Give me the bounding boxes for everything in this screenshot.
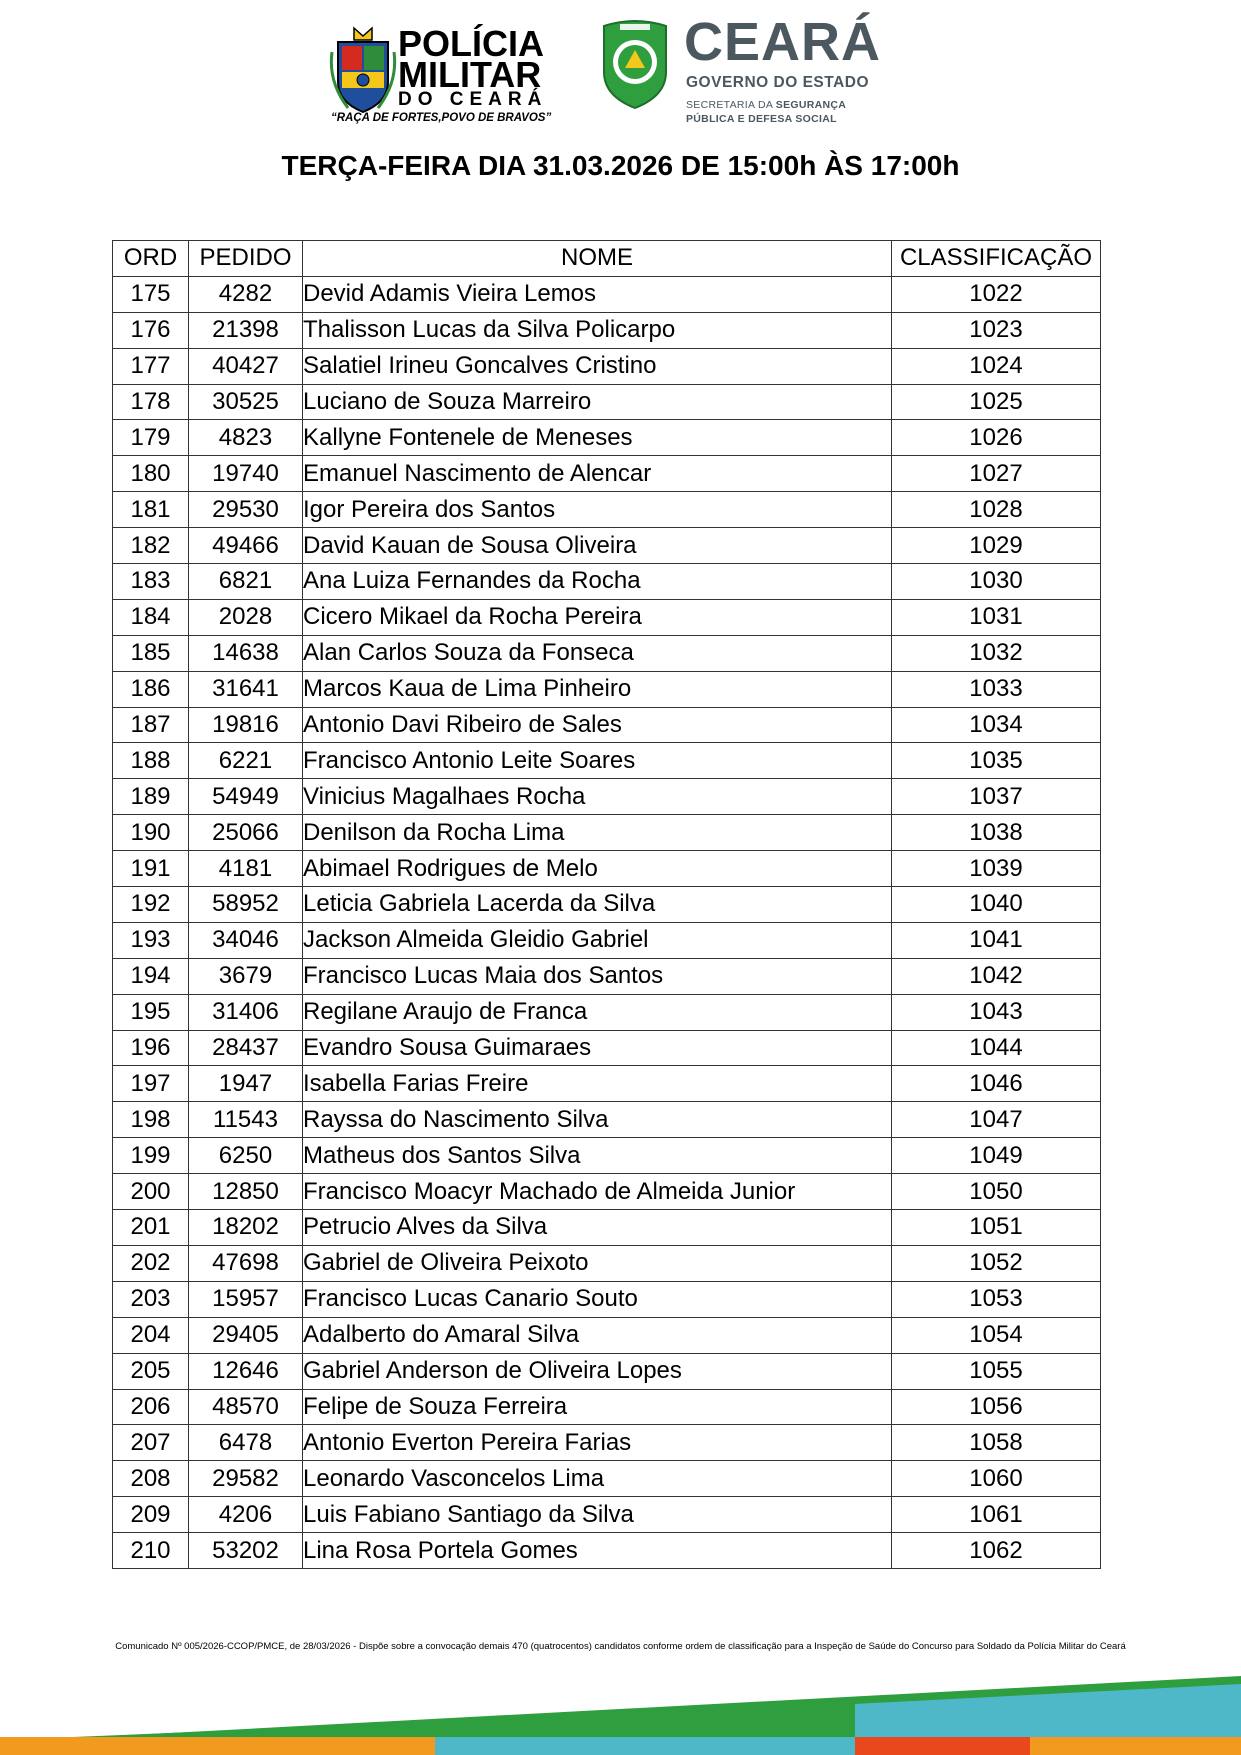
cell-ord: 181 <box>113 492 189 528</box>
cell-ord: 192 <box>113 887 189 923</box>
cell-nome: Ana Luiza Fernandes da Rocha <box>303 564 892 600</box>
table-row <box>113 1353 1101 1389</box>
cell-ord: 175 <box>113 276 189 312</box>
table-row <box>113 671 1101 707</box>
cell-pedido: 12646 <box>189 1353 303 1389</box>
cell-classificacao: 1027 <box>892 456 1101 492</box>
table-row <box>113 922 1101 958</box>
cell-classificacao: 1054 <box>892 1317 1101 1353</box>
cell-pedido: 6821 <box>189 564 303 600</box>
table-row <box>113 528 1101 564</box>
cell-nome: Vinicius Magalhaes Rocha <box>303 779 892 815</box>
cell-classificacao: 1034 <box>892 707 1101 743</box>
cell-ord: 190 <box>113 815 189 851</box>
cell-pedido: 34046 <box>189 922 303 958</box>
cell-ord: 185 <box>113 635 189 671</box>
cell-nome: Leticia Gabriela Lacerda da Silva <box>303 887 892 923</box>
table-row <box>113 707 1101 743</box>
cell-nome: Francisco Moacyr Machado de Almeida Junior <box>303 1174 892 1210</box>
cell-classificacao: 1042 <box>892 958 1101 994</box>
cell-ord: 203 <box>113 1281 189 1317</box>
cell-classificacao: 1032 <box>892 635 1101 671</box>
cell-pedido: 11543 <box>189 1102 303 1138</box>
cell-pedido: 53202 <box>189 1533 303 1569</box>
table-row <box>113 1281 1101 1317</box>
cell-ord: 184 <box>113 599 189 635</box>
cell-ord: 207 <box>113 1425 189 1461</box>
cell-pedido: 47698 <box>189 1245 303 1281</box>
cell-pedido: 19816 <box>189 707 303 743</box>
table-row <box>113 564 1101 600</box>
cell-classificacao: 1052 <box>892 1245 1101 1281</box>
cell-ord: 186 <box>113 671 189 707</box>
cell-classificacao: 1055 <box>892 1353 1101 1389</box>
cell-nome: Francisco Antonio Leite Soares <box>303 743 892 779</box>
cell-classificacao: 1051 <box>892 1210 1101 1246</box>
cell-nome: Luciano de Souza Marreiro <box>303 384 892 420</box>
cell-nome: Francisco Lucas Maia dos Santos <box>303 958 892 994</box>
cell-nome: Marcos Kaua de Lima Pinheiro <box>303 671 892 707</box>
cell-nome: Francisco Lucas Canario Souto <box>303 1281 892 1317</box>
cell-nome: Gabriel de Oliveira Peixoto <box>303 1245 892 1281</box>
candidates-table <box>112 240 1101 1569</box>
cell-nome: Gabriel Anderson de Oliveira Lopes <box>303 1353 892 1389</box>
cell-pedido: 25066 <box>189 815 303 851</box>
cell-ord: 191 <box>113 851 189 887</box>
cell-pedido: 19740 <box>189 456 303 492</box>
cell-classificacao: 1024 <box>892 348 1101 384</box>
cell-classificacao: 1049 <box>892 1138 1101 1174</box>
cell-pedido: 6478 <box>189 1425 303 1461</box>
cell-pedido: 40427 <box>189 348 303 384</box>
table-row <box>113 743 1101 779</box>
cell-pedido: 21398 <box>189 312 303 348</box>
table-row <box>113 312 1101 348</box>
cell-classificacao: 1053 <box>892 1281 1101 1317</box>
cell-ord: 205 <box>113 1353 189 1389</box>
pm-line3: DO CEARÁ <box>398 89 548 110</box>
cell-nome: Emanuel Nascimento de Alencar <box>303 456 892 492</box>
cell-pedido: 6221 <box>189 743 303 779</box>
cell-pedido: 4206 <box>189 1497 303 1533</box>
cell-pedido: 31406 <box>189 994 303 1030</box>
cell-pedido: 31641 <box>189 671 303 707</box>
policia-militar-crest-icon <box>328 22 398 116</box>
table-row <box>113 1497 1101 1533</box>
cell-pedido: 58952 <box>189 887 303 923</box>
cell-nome: Salatiel Irineu Goncalves Cristino <box>303 348 892 384</box>
cell-pedido: 15957 <box>189 1281 303 1317</box>
cell-ord: 200 <box>113 1174 189 1210</box>
cell-classificacao: 1031 <box>892 599 1101 635</box>
secretaria-seguranca: SEGURANÇA <box>775 99 847 111</box>
cell-ord: 183 <box>113 564 189 600</box>
table-row <box>113 851 1101 887</box>
cell-pedido: 1947 <box>189 1066 303 1102</box>
table-row <box>113 887 1101 923</box>
table-row <box>113 1102 1101 1138</box>
cell-pedido: 3679 <box>189 958 303 994</box>
cell-pedido: 30525 <box>189 384 303 420</box>
cell-ord: 180 <box>113 456 189 492</box>
secretaria-line2: PÚBLICA E DEFESA SOCIAL <box>686 113 837 125</box>
cell-ord: 195 <box>113 994 189 1030</box>
cell-ord: 179 <box>113 420 189 456</box>
cell-nome: Isabella Farias Freire <box>303 1066 892 1102</box>
pm-line2: MILITAR <box>398 54 542 95</box>
footer-decorative-band <box>0 1670 1241 1755</box>
table-row <box>113 1533 1101 1569</box>
cell-classificacao: 1047 <box>892 1102 1101 1138</box>
cell-pedido: 4282 <box>189 276 303 312</box>
cell-pedido: 54949 <box>189 779 303 815</box>
cell-classificacao: 1044 <box>892 1030 1101 1066</box>
table-row <box>113 779 1101 815</box>
table-row <box>113 420 1101 456</box>
cell-ord: 189 <box>113 779 189 815</box>
cell-classificacao: 1039 <box>892 851 1101 887</box>
table-row <box>113 1245 1101 1281</box>
cell-classificacao: 1062 <box>892 1533 1101 1569</box>
table-header-row <box>113 241 1101 277</box>
cell-nome: Regilane Araujo de Franca <box>303 994 892 1030</box>
column-header-classificacao: CLASSIFICAÇÃO <box>892 241 1101 277</box>
table-row <box>113 1425 1101 1461</box>
table-row <box>113 1066 1101 1102</box>
cell-classificacao: 1037 <box>892 779 1101 815</box>
cell-ord: 194 <box>113 958 189 994</box>
table-row <box>113 456 1101 492</box>
cell-ord: 197 <box>113 1066 189 1102</box>
secretaria-line1 <box>686 99 846 111</box>
cell-classificacao: 1041 <box>892 922 1101 958</box>
cell-classificacao: 1046 <box>892 1066 1101 1102</box>
cell-ord: 176 <box>113 312 189 348</box>
cell-nome: Alan Carlos Souza da Fonseca <box>303 635 892 671</box>
ceara-state-seal-icon <box>598 16 672 110</box>
cell-nome: Thalisson Lucas da Silva Policarpo <box>303 312 892 348</box>
cell-nome: Cicero Mikael da Rocha Pereira <box>303 599 892 635</box>
cell-classificacao: 1023 <box>892 312 1101 348</box>
table-row <box>113 815 1101 851</box>
cell-classificacao: 1026 <box>892 420 1101 456</box>
table-row <box>113 1317 1101 1353</box>
cell-nome: Jackson Almeida Gleidio Gabriel <box>303 922 892 958</box>
cell-nome: Igor Pereira dos Santos <box>303 492 892 528</box>
cell-classificacao: 1056 <box>892 1389 1101 1425</box>
cell-pedido: 29530 <box>189 492 303 528</box>
table-row <box>113 1389 1101 1425</box>
table-row <box>113 1030 1101 1066</box>
cell-classificacao: 1022 <box>892 276 1101 312</box>
cell-nome: Adalberto do Amaral Silva <box>303 1317 892 1353</box>
cell-nome: Evandro Sousa Guimaraes <box>303 1030 892 1066</box>
governo-do-estado: GOVERNO DO ESTADO <box>686 74 870 91</box>
cell-ord: 210 <box>113 1533 189 1569</box>
cell-ord: 196 <box>113 1030 189 1066</box>
cell-ord: 187 <box>113 707 189 743</box>
table-row <box>113 492 1101 528</box>
cell-nome: Felipe de Souza Ferreira <box>303 1389 892 1425</box>
cell-classificacao: 1030 <box>892 564 1101 600</box>
cell-nome: Devid Adamis Vieira Lemos <box>303 276 892 312</box>
table-row <box>113 348 1101 384</box>
page-title: TERÇA-FEIRA DIA 31.03.2026 DE 15:00h ÀS 17:00h <box>281 150 960 181</box>
column-header-nome: NOME <box>303 241 892 277</box>
cell-nome: Matheus dos Santos Silva <box>303 1138 892 1174</box>
cell-classificacao: 1061 <box>892 1497 1101 1533</box>
cell-nome: Denilson da Rocha Lima <box>303 815 892 851</box>
cell-pedido: 28437 <box>189 1030 303 1066</box>
table-row <box>113 384 1101 420</box>
cell-ord: 206 <box>113 1389 189 1425</box>
cell-pedido: 48570 <box>189 1389 303 1425</box>
pm-line1: POLÍCIA <box>398 23 545 64</box>
cell-pedido: 6250 <box>189 1138 303 1174</box>
cell-nome: Antonio Everton Pereira Farias <box>303 1425 892 1461</box>
cell-nome: Antonio Davi Ribeiro de Sales <box>303 707 892 743</box>
cell-nome: Petrucio Alves da Silva <box>303 1210 892 1246</box>
cell-ord: 188 <box>113 743 189 779</box>
cell-classificacao: 1038 <box>892 815 1101 851</box>
cell-nome: Kallyne Fontenele de Meneses <box>303 420 892 456</box>
cell-ord: 182 <box>113 528 189 564</box>
cell-pedido: 4823 <box>189 420 303 456</box>
cell-ord: 178 <box>113 384 189 420</box>
table-row <box>113 635 1101 671</box>
cell-ord: 202 <box>113 1245 189 1281</box>
column-header-ord: ORD <box>113 241 189 277</box>
cell-pedido: 14638 <box>189 635 303 671</box>
cell-classificacao: 1058 <box>892 1425 1101 1461</box>
cell-ord: 204 <box>113 1317 189 1353</box>
cell-pedido: 12850 <box>189 1174 303 1210</box>
table-row <box>113 1210 1101 1246</box>
table-row <box>113 599 1101 635</box>
cell-nome: Rayssa do Nascimento Silva <box>303 1102 892 1138</box>
cell-classificacao: 1028 <box>892 492 1101 528</box>
secretaria-prefix: SECRETARIA DA <box>686 99 776 111</box>
cell-classificacao: 1033 <box>892 671 1101 707</box>
cell-ord: 201 <box>113 1210 189 1246</box>
table-row <box>113 1174 1101 1210</box>
cell-pedido: 4181 <box>189 851 303 887</box>
cell-classificacao: 1035 <box>892 743 1101 779</box>
cell-classificacao: 1029 <box>892 528 1101 564</box>
pm-motto: “RAÇA DE FORTES,POVO DE BRAVOS” <box>331 112 552 124</box>
cell-nome: Abimael Rodrigues de Melo <box>303 851 892 887</box>
footnote: Comunicado Nº 005/2026-CCOP/PMCE, de 28/03/2026 - Dispõe sobre a convocação demais 470 (quatrocentos) candidatos conforme ordem de classificação para a Inspeção de Saúde do Concurso para Soldado da Polícia Militar do Ceará <box>115 1641 1126 1652</box>
cell-nome: Lina Rosa Portela Gomes <box>303 1533 892 1569</box>
cell-pedido: 29582 <box>189 1461 303 1497</box>
cell-ord: 208 <box>113 1461 189 1497</box>
cell-classificacao: 1043 <box>892 994 1101 1030</box>
cell-ord: 198 <box>113 1102 189 1138</box>
column-header-pedido: PEDIDO <box>189 241 303 277</box>
cell-ord: 209 <box>113 1497 189 1533</box>
cell-nome: David Kauan de Sousa Oliveira <box>303 528 892 564</box>
table-row <box>113 1461 1101 1497</box>
cell-nome: Leonardo Vasconcelos Lima <box>303 1461 892 1497</box>
cell-classificacao: 1060 <box>892 1461 1101 1497</box>
cell-classificacao: 1040 <box>892 887 1101 923</box>
cell-ord: 199 <box>113 1138 189 1174</box>
table-row <box>113 958 1101 994</box>
cell-pedido: 2028 <box>189 599 303 635</box>
cell-nome: Luis Fabiano Santiago da Silva <box>303 1497 892 1533</box>
cell-classificacao: 1050 <box>892 1174 1101 1210</box>
cell-ord: 177 <box>113 348 189 384</box>
cell-ord: 193 <box>113 922 189 958</box>
cell-classificacao: 1025 <box>892 384 1101 420</box>
table-row <box>113 994 1101 1030</box>
table-row <box>113 1138 1101 1174</box>
ceara-title: CEARÁ <box>684 12 882 72</box>
table-row <box>113 276 1101 312</box>
cell-pedido: 29405 <box>189 1317 303 1353</box>
policia-militar-wordmark <box>398 23 548 110</box>
cell-pedido: 49466 <box>189 528 303 564</box>
cell-pedido: 18202 <box>189 1210 303 1246</box>
